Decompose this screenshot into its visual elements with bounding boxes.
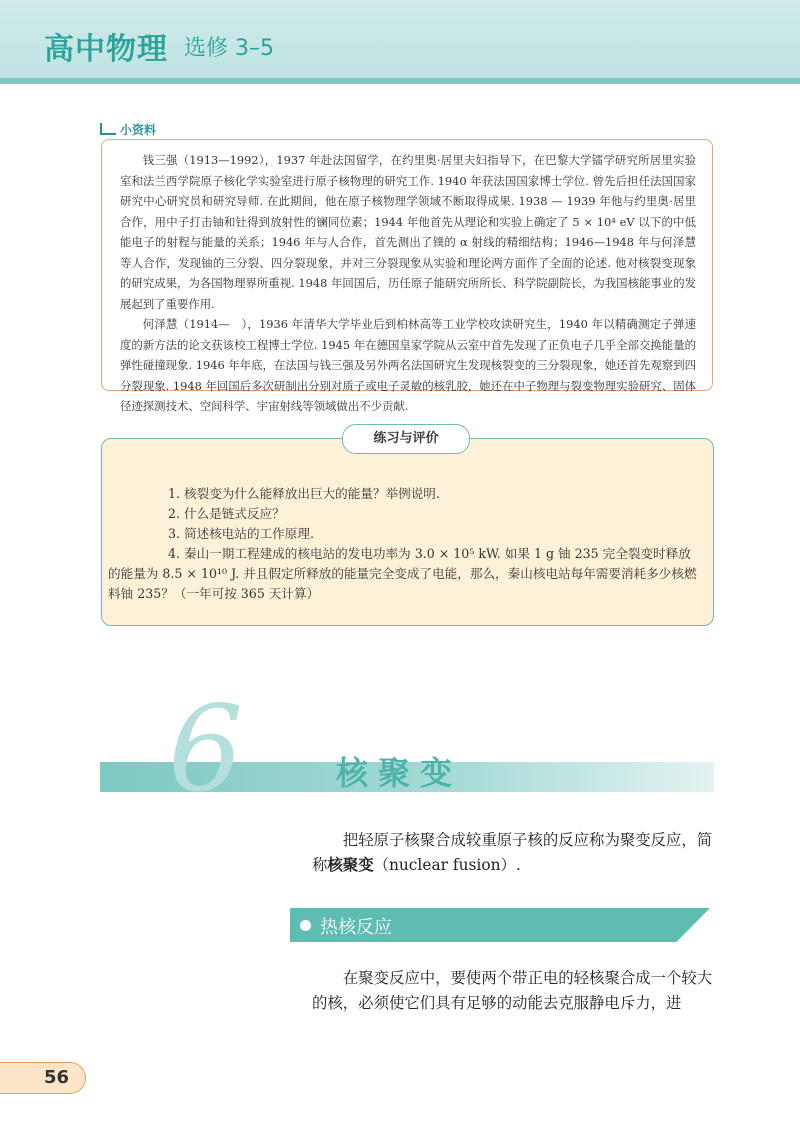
exercise-item: 1. 核裂变为什么能释放出巨大的能量？举例说明.: [168, 486, 440, 501]
info-paragraph: 钱三强（1913—1992），1937 年赴法国留学，在约里奥·居里夫妇指导下，在巴黎大学镭学研究所居里实验室和法兰西学院原子核化学实验室进行原子核物理的研究工作. 1940 年获法国国家博士学位. 曾先后担任法国国家研究中心研究员和研究导师. 在此期间，他在原子核物理学领域不断取得成果. 1938 — 1939 年他与约里奥·居里合作，用中子打击铀和钍得到放射性的镧同位素；1944 年他首先从理论和实验上确定了 5 × 10⁴ eV 以下的中低能电子的射程与能量的关系；1946 年与人合作，首先测出了镤的 α 射线的精细结构；1946—1948 年与何泽慧等人合作，发现铀的三分裂、四分裂现象，并对三分裂现象从实验和理论两方面作了全面的论述. 他对核裂变现象的研究成果，为各国物理界所重视. 1948 年回国后，历任原子能研究所所长、科学院副院长，为我国核能事业的发展起到了重要作用.: [120, 153, 696, 311]
book-icon: [100, 123, 116, 135]
bullet-icon: [300, 920, 311, 931]
info-paragraph: 何泽慧（1914— ），1936 年清华大学毕业后到柏林高等工业学校攻读研究生，1940 年以精确测定子弹速度的新方法的论文获该校工程博士学位. 1945 年在德国皇家学院从云室中首先发现了正负电子几乎全部交换能量的弹性碰撞现象. 1946 年年底，在法国与钱三强及另外两名法国研究生发现核裂变的三分裂现象，她还首先观察到四分裂现象. 1948 年回国后多次研制出分别对质子或电子灵敏的核乳胶，她还在中子物理与裂变物理实验研究、固体径迹探测技术、空间科学、宇宙射线等领域做出不少贡献.: [120, 317, 696, 413]
book-title: 高中物理: [44, 32, 168, 67]
exercise-item: 2. 什么是链式反应？: [168, 506, 285, 521]
intro-text: 把轻原子核聚合成较重原子核的反应称为聚变反应，简称: [312, 831, 713, 874]
exercise-title: 练习与评价: [342, 424, 470, 454]
section-title: 热核反应: [320, 917, 392, 938]
book-subtitle: 选修 3–5: [184, 36, 274, 61]
exercise-list: [108, 484, 700, 604]
exercise-item: 3. 简述核电站的工作原理.: [168, 526, 314, 541]
header-divider: [0, 78, 800, 84]
section-heading: [290, 908, 710, 942]
intro-paragraph: [312, 828, 724, 878]
page-number: 56: [44, 1067, 70, 1088]
key-term: 核聚变: [327, 856, 374, 874]
page-tab: [0, 1062, 86, 1094]
chapter-number: 6: [168, 680, 244, 818]
exercise-item: 4. 秦山一期工程建成的核电站的发电功率为 3.0 × 10⁵ kW. 如果 1 g 铀 235 完全裂变时释放的能量为 8.5 × 10¹⁰ J. 并且假定所释放的能量完全变成了电能，那么，秦山核电站每年需要消耗多少核燃料铀 235？（一年可按 365 天计算）: [108, 546, 697, 601]
info-box: [101, 139, 713, 413]
intro-text-end: （nuclear fusion）.: [373, 856, 521, 874]
chapter-title: 核聚变: [336, 754, 463, 792]
info-tag-label: 小资料: [120, 123, 157, 137]
body-text: 在聚变反应中，要使两个带正电的轻核聚合成一个较大的核，必须使它们具有足够的动能去克服静电斥力，进: [312, 969, 713, 1012]
body-paragraph: [312, 966, 724, 1016]
info-tag: [100, 121, 156, 138]
